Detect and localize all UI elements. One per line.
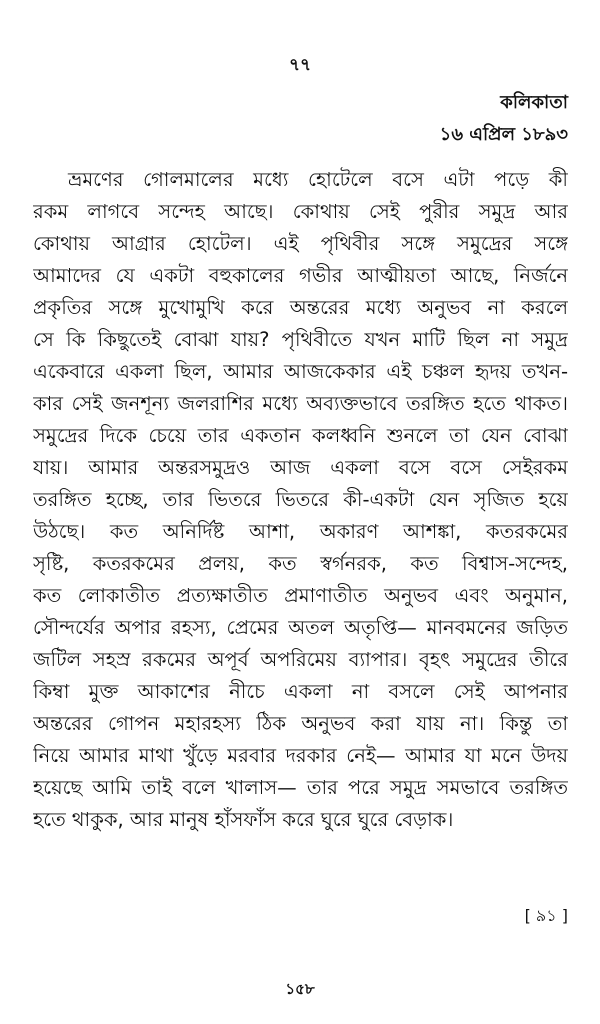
text-line: হয়েছে আমি তাই বলে খালাস— তার পরে সমুদ্র সমভাবে তরঙ্গিত [33,776,568,799]
text-line: রকম লাগবে সন্দেহ আছে। কোথায় সেই পুরীর সমুদ্র আর [33,200,568,223]
text-line: সৌন্দর্যের অপার রহস্য, প্রেমের অতল অতৃপ্তি— মানবমনের জড়িত [33,616,568,639]
page-number: ১৫৮ [285,980,315,998]
text-line: প্রকৃতির সঙ্গে মুখোমুখি করে অন্তরের মধ্যে অনুভব না করলে [33,296,568,319]
letter-date: ১৬ এপ্রিল ১৮৯৩ [439,124,568,145]
text-line: সৃষ্টি, কতরকমের প্রলয়, কত স্বর্গনরক, কত বিশ্বাস-সন্দেহ, [33,552,568,575]
footnote-reference: [ ৯১ ] [524,906,568,925]
text-line: যায়। আমার অন্তরসমুদ্রও আজ একলা বসে বসে সেইরকম [33,456,568,479]
text-line: উঠছে। কত অনির্দিষ্ট আশা, অকারণ আশঙ্কা, কতরকমের [33,520,568,543]
text-line: কিম্বা মুক্ত আকাশের নীচে একলা না বসলে সেই আপনার [33,680,568,703]
text-line: আমাদের যে একটা বহুকালের গভীর আত্মীয়তা আছে, নির্জনে [33,264,568,287]
text-line: অন্তরের গোপন মহারহস্য ঠিক অনুভব করা যায় না। কিন্তু তা [33,712,568,735]
text-line: কত লোকাতীত প্রত্যক্ষাতীত প্রমাণাতীত অনুভব এবং অনুমান, [33,584,568,607]
text-line: হতে থাকুক, আর মানুষ হাঁসফাঁস করে ঘুরে ঘুরে বেড়াক। [33,808,454,831]
text-line: সমুদ্রের দিকে চেয়ে তার একতান কলধ্বনি শুনলে তা যেন বোঝা [33,424,568,447]
letter-place: কলিকাতা [500,92,568,113]
text-line: কার সেই জনশূন্য জলরাশির মধ্যে অব্যক্তভাবে তরঙ্গিত হতে থাকত। [33,392,568,415]
text-line: জটিল সহস্র রকমের অপূর্ব অপরিমেয় ব্যাপার। বৃহৎ সমুদ্রের তীরে [33,648,568,671]
letter-body [33,164,568,836]
letter-number: ৭৭ [288,55,312,75]
text-line: একেবারে একলা ছিল, আমার আজকেকার এই চঞ্চল হৃদয় তখন- [33,360,568,383]
text-line: নিয়ে আমার মাথা খুঁড়ে মরবার দরকার নেই— আমার যা মনে উদয় [33,744,568,767]
text-line: সে কি কিছুতেই বোঝা যায়? পৃথিবীতে যখন মাটি ছিল না সমুদ্র [33,328,568,351]
text-line: তরঙ্গিত হচ্ছে, তার ভিতরে ভিতরে কী-একটা যেন সৃজিত হয়ে [33,488,568,511]
text-line: কোথায় আগ্রার হোটেল। এই পৃথিবীর সঙ্গে সমুদ্রের সঙ্গে [33,232,568,255]
text-line: ভ্রমণের গোলমালের মধ্যে হোটেলে বসে এটা পড়ে কী [68,168,568,191]
